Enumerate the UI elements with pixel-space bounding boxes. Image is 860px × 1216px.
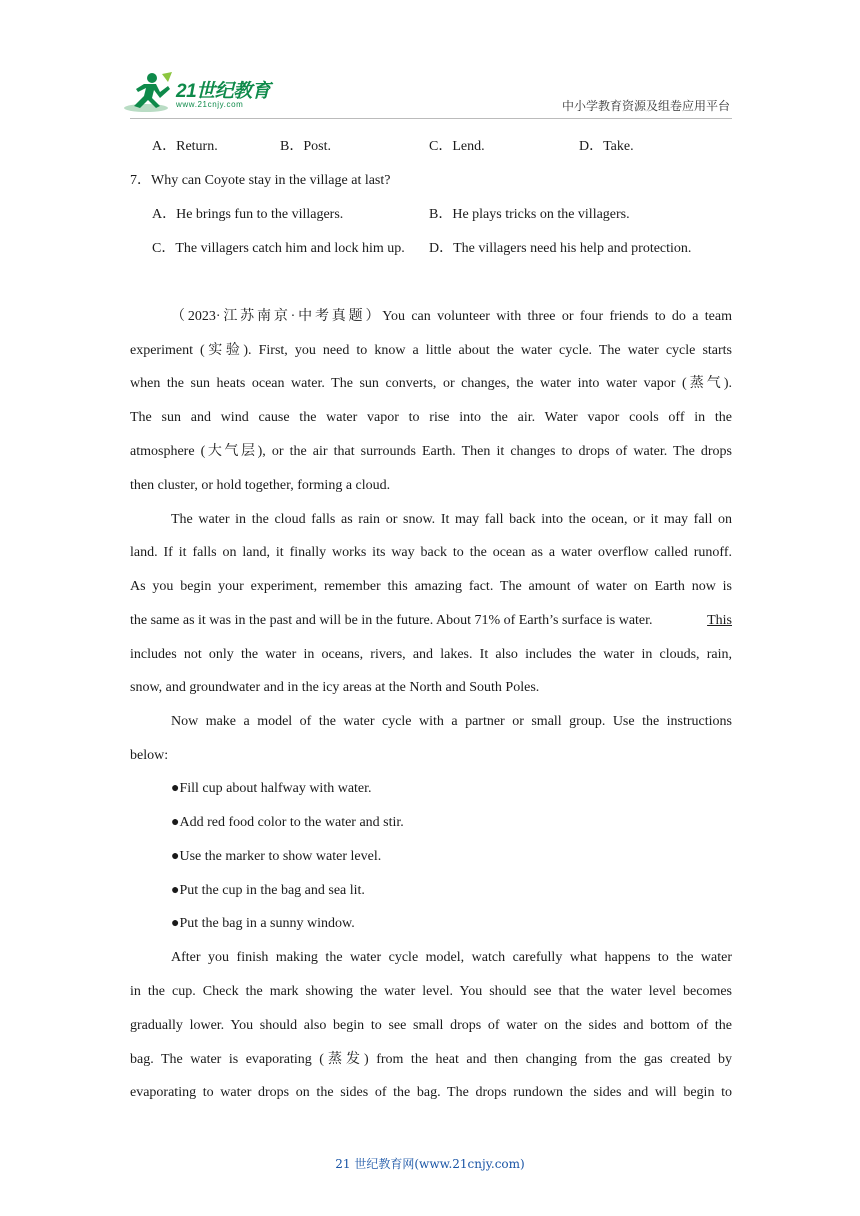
q7-options-row1 xyxy=(130,198,732,232)
passage-line: After you finish making the water cycle model, watch carefully what happens to the water xyxy=(171,950,732,965)
passage-line-with-underline xyxy=(130,604,732,638)
logo-wordmark: 21世纪教育 xyxy=(176,81,271,102)
q7-option-b: B．He plays tricks on the villagers. xyxy=(429,207,630,222)
q7-option-d: D．The villagers need his help and protection. xyxy=(429,241,692,256)
q7-option-c: C．The villagers catch him and lock him up. xyxy=(152,241,405,256)
instruction-item: ●Put the cup in the bag and sea lit. xyxy=(171,883,365,898)
passage-line: experiment (实验). First, you need to know a little about the water cycle. The water cycle starts xyxy=(130,343,732,358)
passage-line: Now make a model of the water cycle with a partner or small group. Use the instructions xyxy=(171,714,732,729)
passage-line: when the sun heats ocean water. The sun converts, or changes, the water into water vapor (蒸气). xyxy=(130,376,732,391)
header-tagline: 中小学教育资源及组卷应用平台 xyxy=(561,99,730,113)
passage-line: in the cup. Check the mark showing the water level. You should see that the water level becomes xyxy=(130,984,732,999)
q6-option-a: A．Return. xyxy=(152,139,218,154)
passage-line: below: xyxy=(130,748,169,763)
passage-line: evaporating to water drops on the sides of the bag. The drops rundown the sides and will begin to xyxy=(130,1085,732,1100)
passage-line: The water in the cloud falls as rain or snow. It may fall back into the ocean, or it may fall on xyxy=(171,512,732,527)
passage-line: （2023·江苏南京·中考真题）You can volunteer with three or four friends to do a team xyxy=(171,309,732,324)
site-logo xyxy=(122,70,292,116)
passage-line: then cluster, or hold together, forming a cloud. xyxy=(130,478,391,493)
underlined-word-this: This xyxy=(707,613,732,628)
passage-line: atmosphere (大气层), or the air that surrounds Earth. Then it changes to drops of water. The drops xyxy=(130,444,732,459)
passage-line: includes not only the water in oceans, rivers, and lakes. It also includes the water in clouds, rain, xyxy=(130,647,732,662)
instruction-item: ●Fill cup about halfway with water. xyxy=(171,781,372,796)
q6-option-d: D．Take. xyxy=(579,139,634,154)
page-footer: 21 世纪教育网(www.21cnjy.com) xyxy=(335,1157,525,1171)
passage-line: The sun and wind cause the water vapor to rise into the air. Water vapor cools off in the xyxy=(130,410,732,425)
q7-stem: 7．Why can Coyote stay in the village at last? xyxy=(130,173,391,188)
passage-line: bag. The water is evaporating (蒸发) from the heat and then changing from the gas created by xyxy=(130,1052,732,1067)
q7-option-a: A．He brings fun to the villagers. xyxy=(152,207,344,222)
passage-text: the same as it was in the past and will be in the future. About 71% of Earth’s surface is water. xyxy=(130,613,653,628)
instruction-item: ●Use the marker to show water level. xyxy=(171,849,382,864)
q6-options xyxy=(130,130,732,164)
passage-line: As you begin your experiment, remember this amazing fact. The amount of water on Earth now is xyxy=(130,579,732,594)
instruction-item: ●Add red food color to the water and stir. xyxy=(171,815,404,830)
q6-option-b: B．Post. xyxy=(280,139,331,154)
instruction-item: ●Put the bag in a sunny window. xyxy=(171,916,355,931)
q6-option-c: C．Lend. xyxy=(429,139,485,154)
passage-line: gradually lower. You should also begin to see small drops of water on the sides and bottom of the xyxy=(130,1018,732,1033)
header-divider xyxy=(130,118,732,119)
passage-line: snow, and groundwater and in the icy areas at the North and South Poles. xyxy=(130,680,540,695)
q7-options-row2 xyxy=(130,232,732,266)
passage-line: land. If it falls on land, it finally works its way back to the ocean as a water overflow called runoff. xyxy=(130,545,732,560)
runner-logo-icon xyxy=(122,70,174,116)
logo-url: www.21cnjy.com xyxy=(176,100,244,109)
